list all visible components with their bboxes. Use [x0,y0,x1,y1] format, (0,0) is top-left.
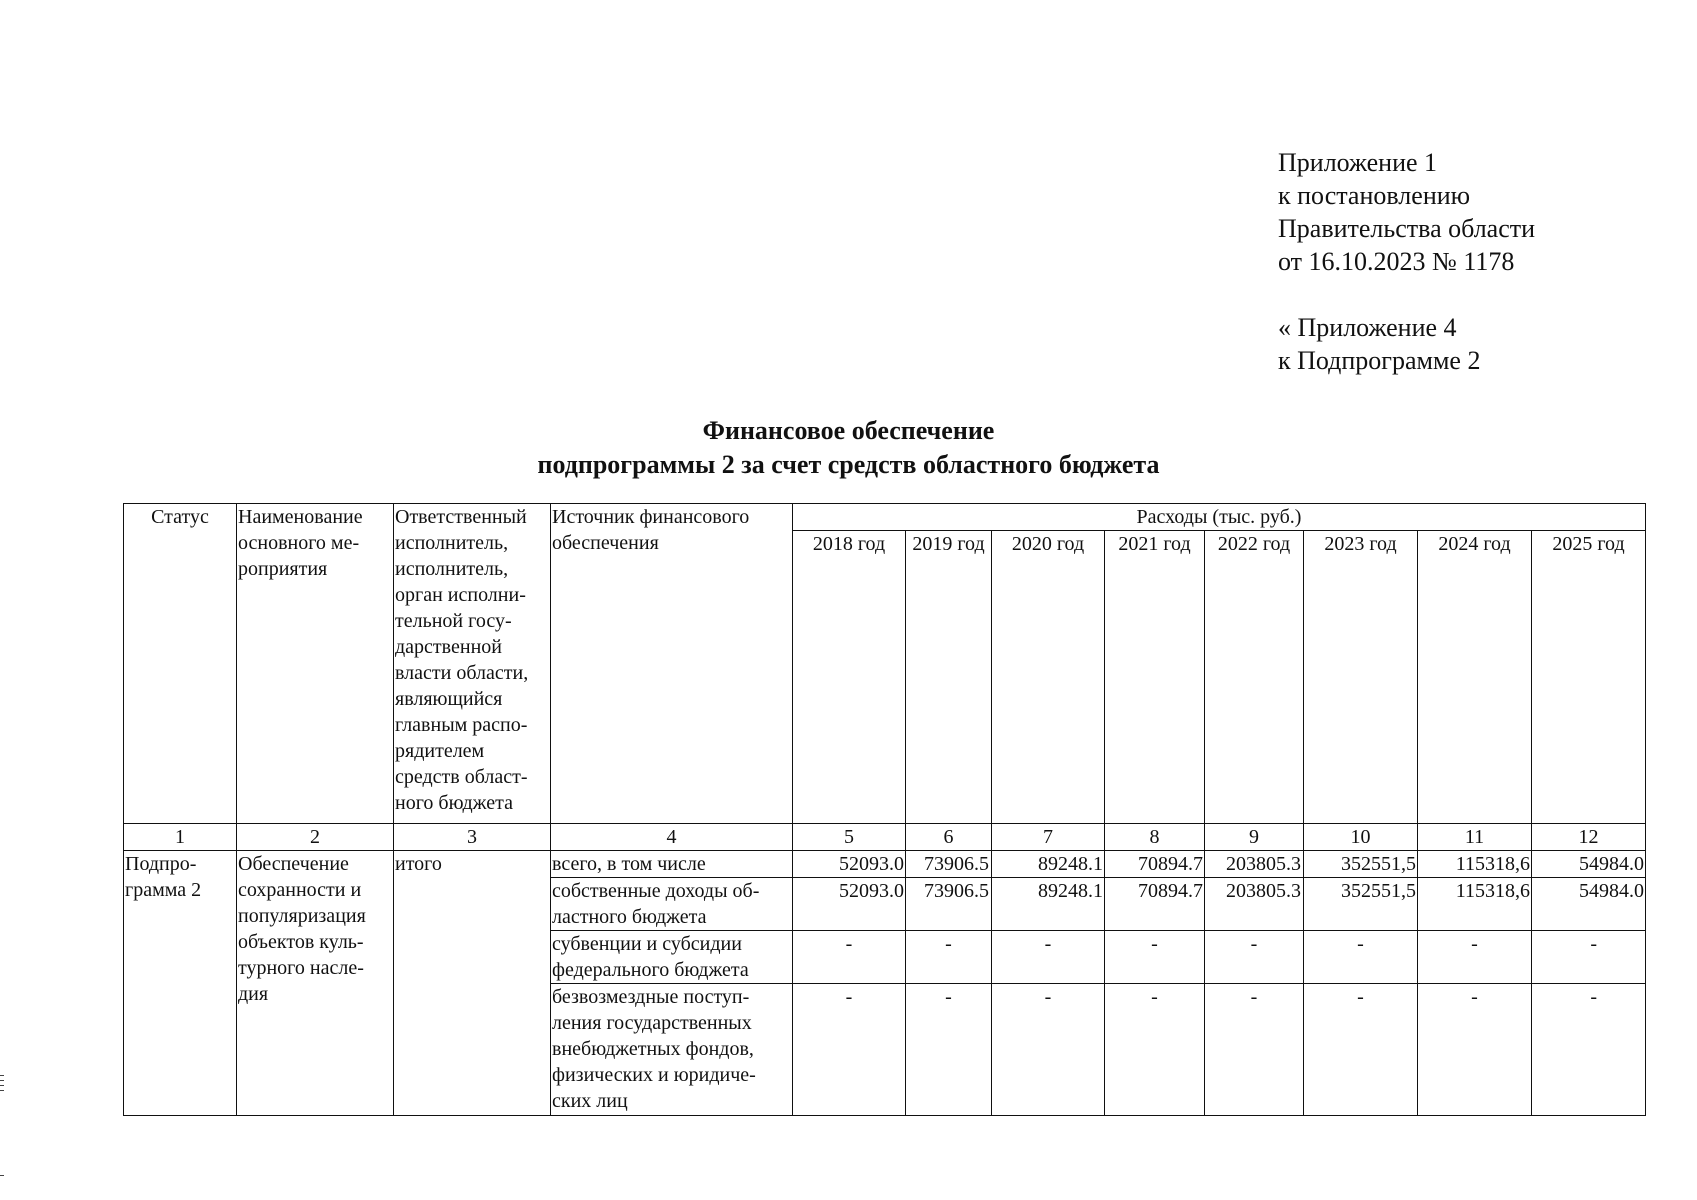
table-row [124,851,1646,878]
appendix-block [1278,146,1535,377]
value-cell: 70894.7 [1105,878,1205,931]
value-cell: 54984.0 [1532,878,1646,931]
value-cell: 73906.5 [906,878,992,931]
header-executor: Ответственный исполнитель, исполнитель, орган исполни-тельной госу-дарственной власти области, являющийся главным распо-рядителем средств област-ного бюджета [394,504,551,824]
appendix-line: Приложение 1 [1278,148,1438,177]
title-line-1: Финансовое обеспечение [702,416,995,445]
header-source: Источник финансового обеспечения [551,504,793,824]
value-cell: - [1304,984,1418,1116]
row-source: всего, в том числе [551,851,793,878]
column-number: 3 [394,824,551,851]
value-cell: - [1418,931,1532,984]
value-cell: - [992,984,1105,1116]
column-number: 8 [1105,824,1205,851]
column-number: 7 [992,824,1105,851]
value-cell: 52093.0 [793,851,906,878]
column-number: 1 [124,824,237,851]
appendix-sub-line: к Подпрограмме 2 [1278,346,1481,375]
value-cell: 203805.3 [1205,878,1304,931]
header-year: 2022 год [1205,531,1304,824]
value-cell: 115318,6 [1418,878,1532,931]
row-source: субвенции и субсидии федерального бюджета [551,931,793,984]
row-source: собственные доходы об-ластного бюджета [551,878,793,931]
header-expenses: Расходы (тыс. руб.) [793,504,1646,531]
scan-edge-mark [0,1175,4,1176]
value-cell: 115318,6 [1418,851,1532,878]
appendix-line: к постановлению [1278,181,1471,210]
value-cell: 54984.0 [1532,851,1646,878]
value-cell: - [1532,984,1646,1116]
column-number: 4 [551,824,793,851]
value-cell: 203805.3 [1205,851,1304,878]
row-source: безвозмездные поступ-ления государственных внебюджетных фондов, физических и юридиче-ских лиц [551,984,793,1116]
column-number: 11 [1418,824,1532,851]
header-year: 2020 год [992,531,1105,824]
column-number: 10 [1304,824,1418,851]
value-cell: - [992,931,1105,984]
header-year: 2019 год [906,531,992,824]
document-title [0,414,1697,482]
value-cell: 89248.1 [992,878,1105,931]
header-name: Наименование основного ме-роприятия [237,504,394,824]
financing-table [123,503,1646,1116]
value-cell: 89248.1 [992,851,1105,878]
header-year: 2018 год [793,531,906,824]
header-year: 2023 год [1304,531,1418,824]
appendix-gap [1278,278,1535,311]
column-number: 6 [906,824,992,851]
group-status: Подпро-грамма 2 [124,851,237,1116]
value-cell: - [793,931,906,984]
appendix-line: Правительства области [1278,214,1536,243]
value-cell: 352551,5 [1304,851,1418,878]
column-number: 9 [1205,824,1304,851]
value-cell: - [906,931,992,984]
value-cell: 73906.5 [906,851,992,878]
value-cell: - [1105,984,1205,1116]
column-number: 2 [237,824,394,851]
column-number: 5 [793,824,906,851]
header-year: 2021 год [1105,531,1205,824]
scan-edge-mark [0,1085,4,1086]
scan-edge-mark [0,1080,4,1081]
value-cell: 352551,5 [1304,878,1418,931]
appendix-sub-line: « Приложение 4 [1278,313,1457,342]
value-cell: 52093.0 [793,878,906,931]
header-status: Статус [124,504,237,824]
value-cell: - [793,984,906,1116]
value-cell: - [1532,931,1646,984]
value-cell: - [1418,984,1532,1116]
value-cell: - [1304,931,1418,984]
value-cell: - [1205,984,1304,1116]
header-year: 2024 год [1418,531,1532,824]
value-cell: - [1205,931,1304,984]
scan-edge-mark [0,1090,4,1091]
appendix-line: от 16.10.2023 № 1178 [1278,247,1515,276]
scan-edge-mark [0,1075,4,1076]
title-line-2: подпрограммы 2 за счет средств областного бюджета [537,450,1160,479]
value-cell: - [906,984,992,1116]
group-name: Обеспечение сохранности и популяризация объектов куль-турного насле-дия [237,851,394,1116]
group-executor: итого [394,851,551,1116]
column-number: 12 [1532,824,1646,851]
value-cell: - [1105,931,1205,984]
header-year: 2025 год [1532,531,1646,824]
value-cell: 70894.7 [1105,851,1205,878]
